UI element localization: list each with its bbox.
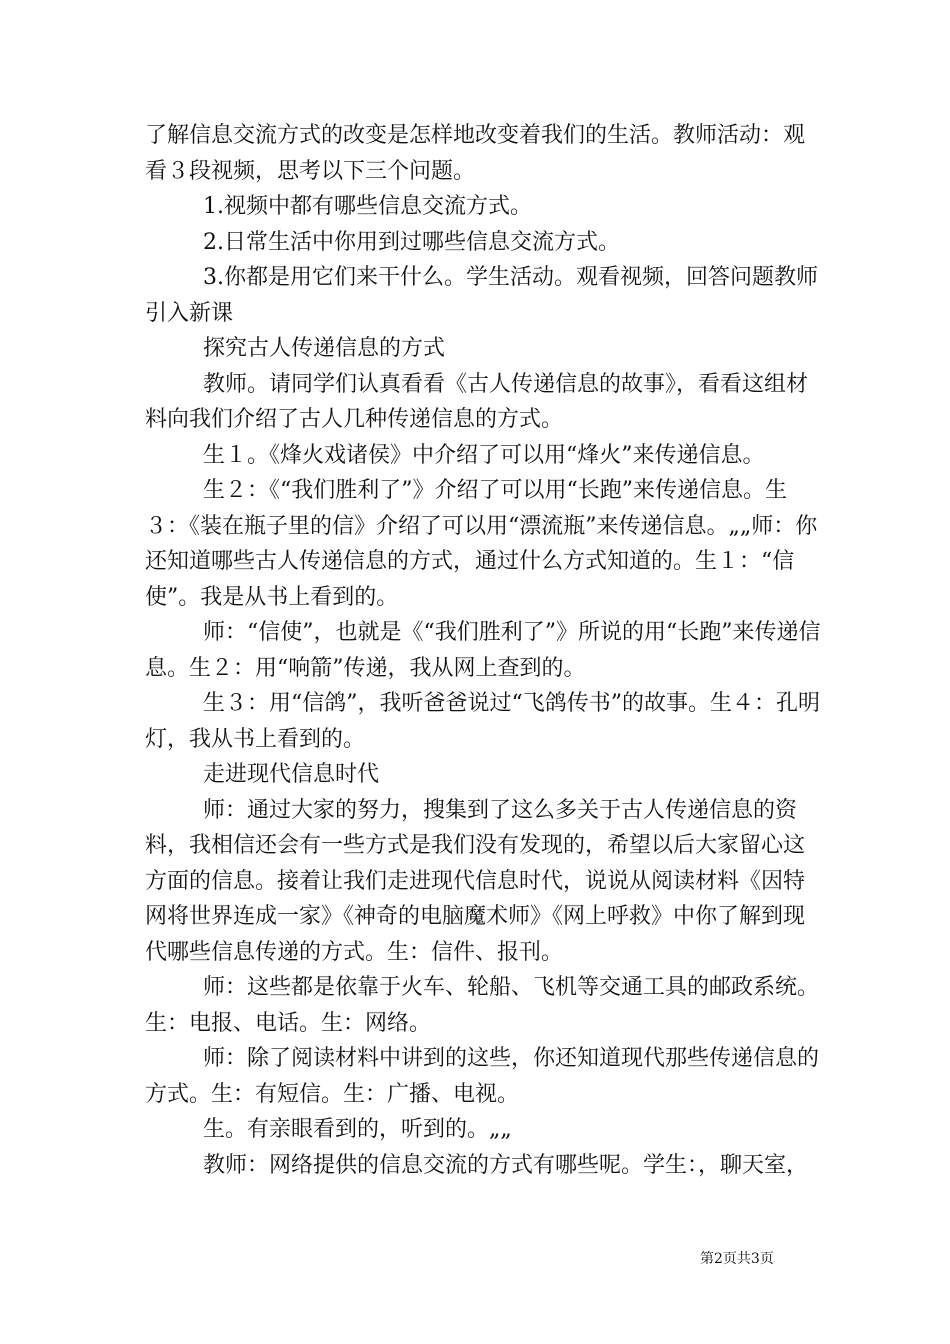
paragraph: 3.你都是用它们来干什么。学生活动。观看视频，回答问题教师引入新课 [145, 265, 818, 326]
paragraph: 师：这些都是依靠于火车、轮船、飞机等交通工具的邮政系统。生：电报、电话。生：网络。 [145, 975, 820, 1036]
paragraph: 生３：用“信鸽”，我听爸爸说过“飞鸽传书”的故事。生４：孔明灯，我从书上看到的。 [145, 691, 820, 752]
paragraph: 走进现代信息时代 [203, 762, 380, 787]
paragraph: 生１。《烽火戏诸侯》中介绍了可以用“烽火”来传递信息。 [203, 442, 765, 468]
paragraph: 了解信息交流方式的改变是怎样地改变着我们的生活。教师活动：观看３段视频，思考以下三个问题。 [145, 123, 806, 184]
page-number-footer: 第2页共3页 [700, 1251, 774, 1267]
paragraph: 生２：《“我们胜利了”》介绍了可以用“长跑”来传递信息。生３：《装在瓶子里的信》介绍了可以用“漂流瓶”来传递信息。„„师：你还知道哪些古人传递信息的方式，通过什么方式知道的。生１：“信使”。我是从书上看到的。 [145, 478, 818, 610]
paragraph: 探究古人传递信息的方式 [203, 336, 446, 361]
paragraph: 生。有亲眼看到的，听到的。„„ [203, 1117, 512, 1142]
paragraph: 教师：网络提供的信息交流的方式有哪些呢。学生：，聊天室， [203, 1152, 809, 1178]
paragraph: 1.视频中都有哪些信息交流方式。 [203, 194, 532, 219]
paragraph: 师：通过大家的努力，搜集到了这么多关于古人传递信息的资料，我相信还会有一些方式是我们没有发现的，希望以后大家留心这方面的信息。接着让我们走进现代信息时代，说说从阅读材料《因特网将世界连成一家》《神奇的电脑魔术师》《网上呼救》中你了解到现代哪些信息传递的方式。生：信件、报刊。 [145, 797, 806, 965]
document-body [145, 118, 825, 1183]
paragraph: 师：除了阅读材料中讲到的这些，你还知道现代那些传递信息的方式。生：有短信。生：广播、电视。 [145, 1046, 820, 1107]
paragraph: 2.日常生活中你用到过哪些信息交流方式。 [203, 229, 620, 255]
paragraph: 师：“信使”，也就是《“我们胜利了”》所说的用“长跑”来传递信息。生２：用“响箭”传递，我从网上查到的。 [145, 620, 821, 681]
paragraph: 教师。请同学们认真看看《古人传递信息的故事》，看看这组材料向我们介绍了古人几种传递信息的方式。 [145, 371, 809, 432]
